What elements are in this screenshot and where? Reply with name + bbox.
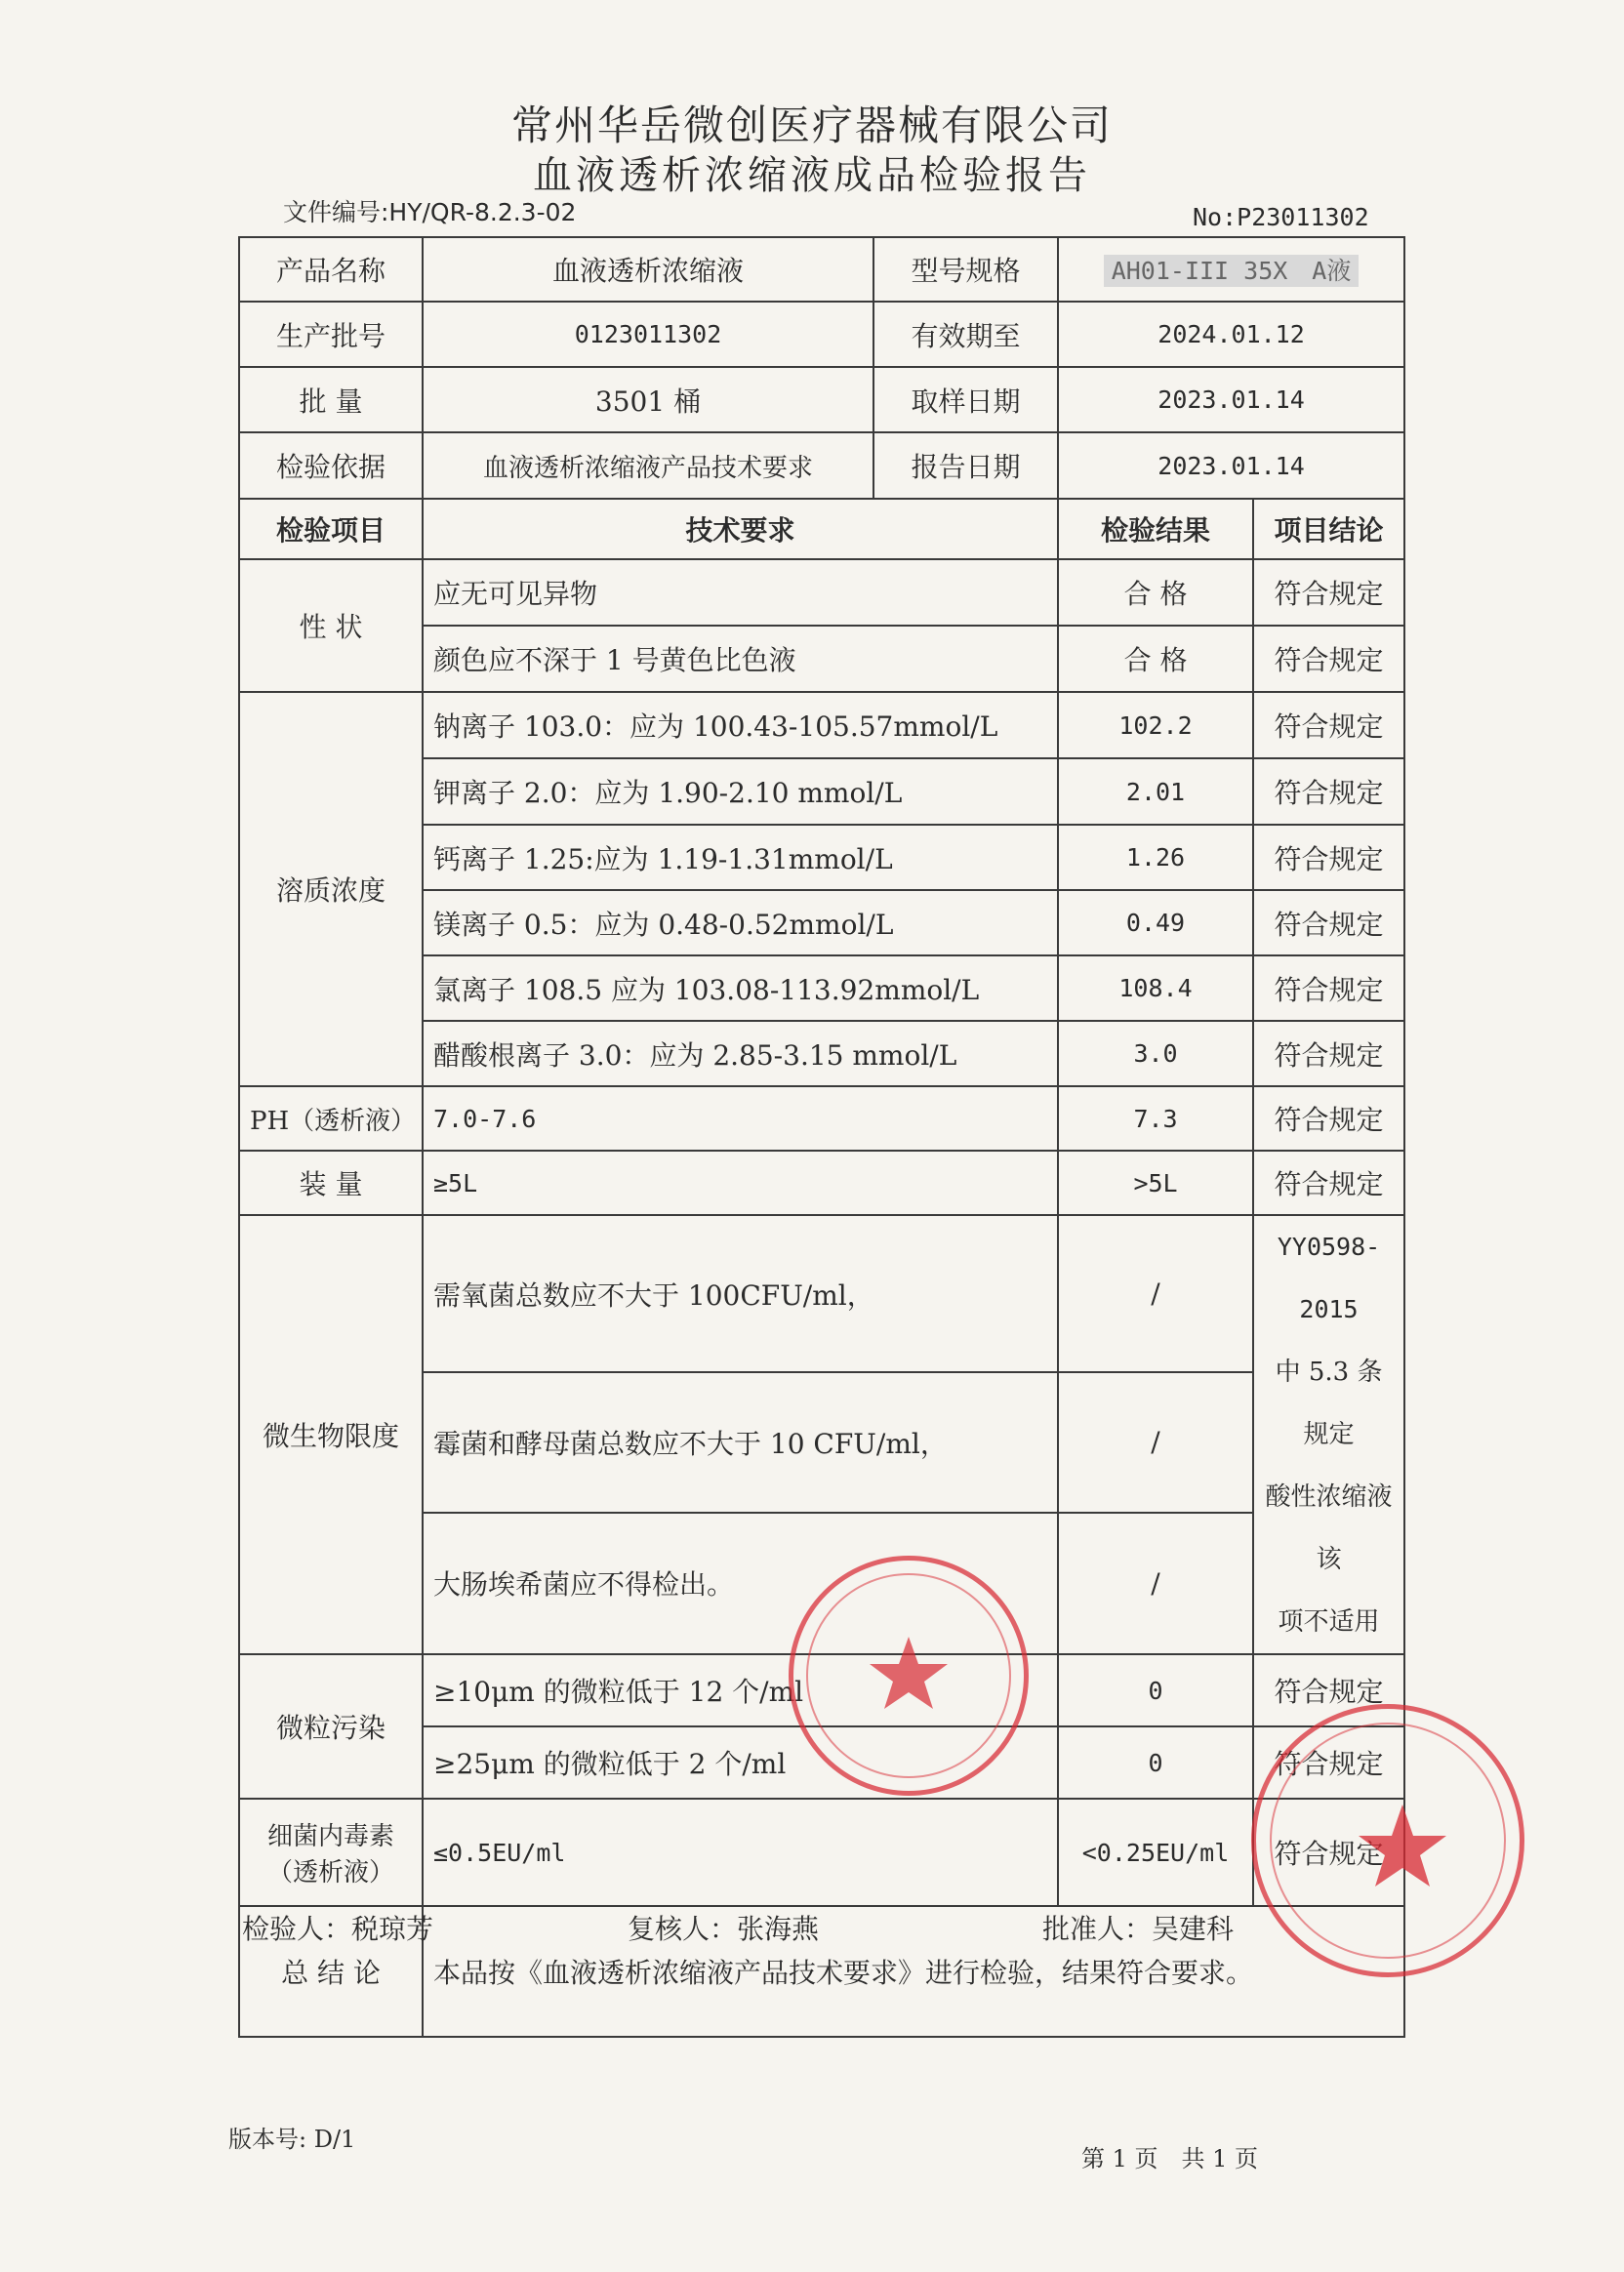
quality-stamp-icon	[789, 1556, 1029, 1796]
conclusion-value: 符合规定	[1253, 1151, 1404, 1215]
result-value: <0.25EU/ml	[1058, 1799, 1253, 1906]
inspector-signature: 检验人：税琼芳	[242, 1913, 434, 1945]
result-value: 2.01	[1058, 758, 1253, 825]
requirement-text: 氯离子 108.5 应为 103.08-113.92mmol/L	[423, 955, 1058, 1021]
result-value: 108.4	[1058, 955, 1253, 1021]
conclusion-value: 符合规定	[1253, 1086, 1404, 1151]
basis-value: 血液透析浓缩液产品技术要求	[423, 432, 873, 499]
item-appearance: 性 状	[239, 559, 423, 692]
item-volume: 装 量	[239, 1151, 423, 1215]
conclusion-value: 符合规定	[1253, 1654, 1404, 1726]
result-value: 7.3	[1058, 1086, 1253, 1151]
product-name-label: 产品名称	[239, 237, 423, 302]
file-number: 文件编号:HY/QR-8.2.3-02	[283, 198, 577, 226]
result-value: /	[1058, 1372, 1253, 1513]
requirement-text: 醋酸根离子 3.0：应为 2.85-3.15 mmol/L	[423, 1021, 1058, 1086]
item-ph: PH（透析液）	[239, 1086, 423, 1151]
requirement-text: ≥25μm 的微粒低于 2 个/ml	[423, 1726, 1058, 1799]
column-header-row	[239, 499, 1404, 559]
conclusion-value: 符合规定	[1253, 692, 1404, 758]
company-name: 常州华岳微创医疗器械有限公司	[510, 101, 1113, 149]
model-cell	[1058, 237, 1404, 302]
summary-text: 本品按《血液透析浓缩液产品技术要求》进行检验，结果符合要求。	[423, 1906, 1404, 2037]
col-result: 检验结果	[1058, 499, 1253, 559]
document-number: No:P23011302	[1193, 203, 1369, 231]
info-row-product	[239, 237, 1404, 302]
approver-signature: 批准人：吴建科	[1042, 1913, 1235, 1945]
requirement-text: 颜色应不深于 1 号黄色比色液	[423, 626, 1058, 692]
microbial-conclusion	[1253, 1215, 1404, 1654]
conclusion-value: 符合规定	[1253, 758, 1404, 825]
model-value: AH01-III 35X A液	[1104, 255, 1360, 287]
conclusion-line: YY0598-2015	[1277, 1233, 1381, 1323]
item-endotoxin	[239, 1799, 423, 1906]
requirement-text: 应无可见异物	[423, 559, 1058, 626]
table-row	[239, 1799, 1404, 1906]
col-item: 检验项目	[239, 499, 423, 559]
table-row	[239, 1086, 1404, 1151]
expiry-value: 2024.01.12	[1058, 302, 1404, 367]
conclusion-line: 酸性浓缩液该	[1265, 1482, 1393, 1574]
conclusion-value: 符合规定	[1253, 890, 1404, 955]
conclusion-line: 项不适用	[1278, 1607, 1380, 1637]
sampling-label: 取样日期	[873, 367, 1058, 432]
expiry-label: 有效期至	[873, 302, 1058, 367]
table-row	[239, 692, 1404, 758]
conclusion-value: 符合规定	[1253, 559, 1404, 626]
reviewer-signature: 复核人：张海燕	[628, 1913, 820, 1945]
col-requirement: 技术要求	[423, 499, 1058, 559]
info-row-quantity	[239, 367, 1404, 432]
requirement-text: 钙离子 1.25:应为 1.19-1.31mmol/L	[423, 825, 1058, 890]
info-row-basis	[239, 432, 1404, 499]
info-row-batch	[239, 302, 1404, 367]
version-number: 版本号: D/1	[228, 2126, 356, 2153]
requirement-text: ≤0.5EU/ml	[423, 1799, 1058, 1906]
result-value: 合 格	[1058, 626, 1253, 692]
item-particle: 微粒污染	[239, 1654, 423, 1799]
result-value: 0.49	[1058, 890, 1253, 955]
requirement-text: 霉菌和酵母菌总数应不大于 10 CFU/ml，	[423, 1372, 1058, 1513]
result-value: 3.0	[1058, 1021, 1253, 1086]
requirement-text: 7.0-7.6	[423, 1086, 1058, 1151]
conclusion-value: 符合规定	[1253, 955, 1404, 1021]
conclusion-value: 符合规定	[1253, 626, 1404, 692]
table-row	[239, 1215, 1404, 1372]
table-row	[239, 559, 1404, 626]
result-value: 102.2	[1058, 692, 1253, 758]
result-value: 0	[1058, 1726, 1253, 1799]
result-value: 0	[1058, 1654, 1253, 1726]
requirement-text: 大肠埃希菌应不得检出。	[423, 1513, 1058, 1654]
requirement-text: 钾离子 2.0：应为 1.90-2.10 mmol/L	[423, 758, 1058, 825]
requirement-text: ≥5L	[423, 1151, 1058, 1215]
report-date-value: 2023.01.14	[1058, 432, 1404, 499]
report-title: 血液透析浓缩液成品检验报告	[533, 153, 1091, 198]
product-name-value: 血液透析浓缩液	[423, 237, 873, 302]
item-solute: 溶质浓度	[239, 692, 423, 1086]
conclusion-value: 符合规定	[1253, 1799, 1404, 1906]
requirement-text: ≥10μm 的微粒低于 12 个/ml	[423, 1654, 1058, 1726]
item-microbial: 微生物限度	[239, 1215, 423, 1654]
requirement-text: 镁离子 0.5：应为 0.48-0.52mmol/L	[423, 890, 1058, 955]
result-value: 合 格	[1058, 559, 1253, 626]
item-endotoxin-line: （透析液）	[266, 1858, 394, 1887]
page-number: 第 1 页 共 1 页	[1081, 2145, 1259, 2172]
inspection-stamp-icon	[1251, 1704, 1524, 1977]
conclusion-value: 符合规定	[1253, 1726, 1404, 1799]
batch-label: 生产批号	[239, 302, 423, 367]
sampling-value: 2023.01.14	[1058, 367, 1404, 432]
result-value: /	[1058, 1215, 1253, 1372]
basis-label: 检验依据	[239, 432, 423, 499]
quantity-value: 3501 桶	[423, 367, 873, 432]
table-row	[239, 1151, 1404, 1215]
model-label: 型号规格	[873, 237, 1058, 302]
requirement-text: 需氧菌总数应不大于 100CFU/ml，	[423, 1215, 1058, 1372]
result-value: >5L	[1058, 1151, 1253, 1215]
conclusion-value: 符合规定	[1253, 825, 1404, 890]
requirement-text: 钠离子 103.0：应为 100.43-105.57mmol/L	[423, 692, 1058, 758]
result-value: /	[1058, 1513, 1253, 1654]
col-conclusion: 项目结论	[1253, 499, 1404, 559]
result-value: 1.26	[1058, 825, 1253, 890]
conclusion-value: 符合规定	[1253, 1021, 1404, 1086]
batch-value: 0123011302	[423, 302, 873, 367]
item-endotoxin-line: 细菌内毒素	[266, 1822, 394, 1851]
quantity-label: 批 量	[239, 367, 423, 432]
item-summary: 总 结 论	[239, 1906, 423, 2037]
report-date-label: 报告日期	[873, 432, 1058, 499]
conclusion-line: 中 5.3 条规定	[1275, 1358, 1383, 1449]
